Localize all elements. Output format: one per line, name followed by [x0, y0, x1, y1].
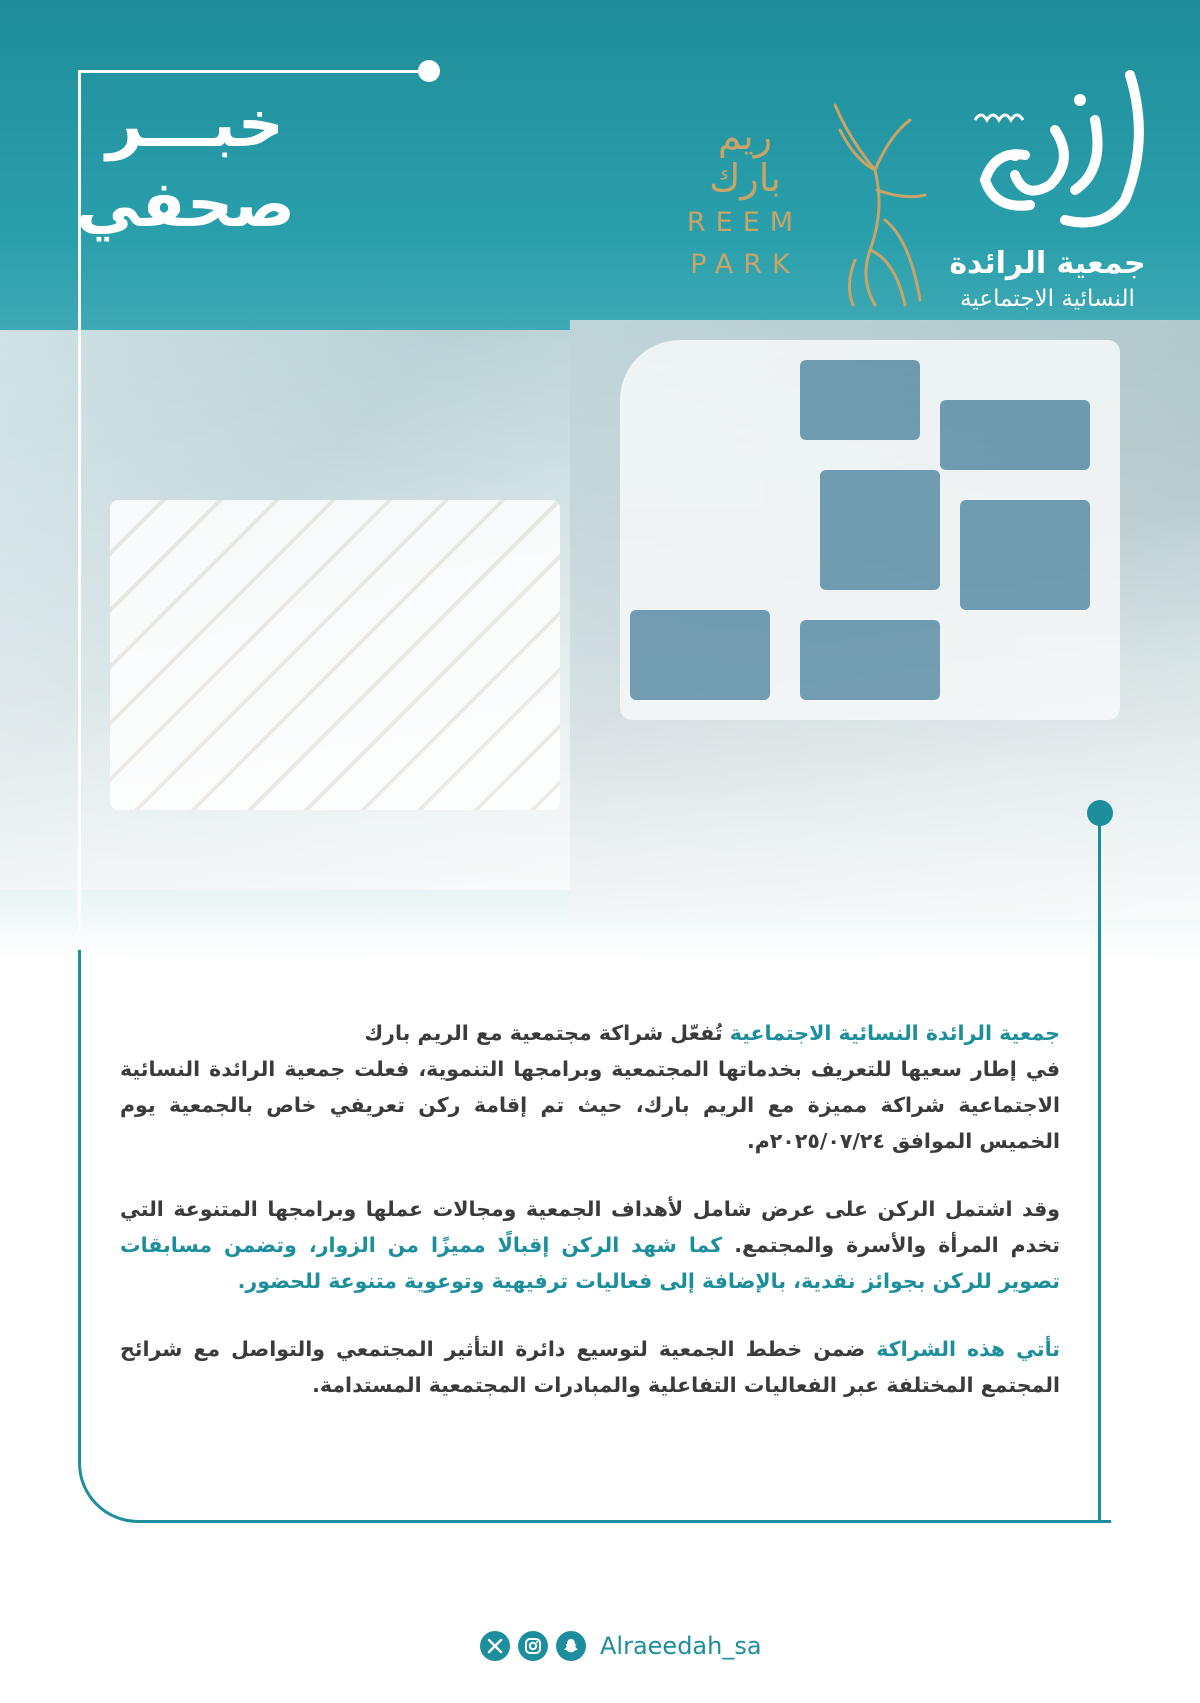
paragraph-2-highlight: كما شهد الركن إقبالًا مميزًا من الزوار، وتضمن مسابقات تصوير للركن بجوائز نقدية، بالإضافة إلى فعاليات ترفيهية وتوعوية متنوعة للحضور.: [120, 1233, 1060, 1293]
press-release-title: [76, 85, 295, 245]
paragraph-2-text: وقد اشتمل الركن على عرض شامل لأهداف الجمعية ومجالات عملها وبرامجها المتنوعة التي تخدم المرأة والأسرة والمجتمع.: [120, 1197, 1060, 1257]
press-title-line2: صحفي: [76, 168, 295, 242]
reem-park-arabic-line2: بارك: [709, 156, 781, 200]
reem-park-logo: [680, 115, 810, 283]
deer-icon: [815, 100, 945, 310]
raeedah-calligraphy-logo: [955, 60, 1165, 240]
article-paragraph-2: [120, 1191, 1060, 1299]
org-name-main: جمعية الرائدة: [949, 246, 1146, 281]
frame-dot-right: [1087, 800, 1113, 826]
social-footer: [480, 1628, 762, 1664]
frame-top-line: [78, 70, 428, 73]
article-headline: [120, 1015, 1060, 1051]
paragraph-3-highlight: تأتي هذه الشراكة: [876, 1337, 1060, 1361]
reem-park-english-line2: PARK: [690, 249, 800, 280]
x-icon[interactable]: [480, 1631, 510, 1661]
frame-dot-top: [418, 60, 440, 82]
headline-highlight: جمعية الرائدة النسائية الاجتماعية: [729, 1021, 1060, 1045]
reem-park-english-line1: REEM: [686, 207, 804, 238]
frame-right-line: [1098, 812, 1101, 1520]
paragraph-3-text: ضمن خطط الجمعية لتوسيع دائرة التأثير المجتمعي والتواصل مع شرائح المجتمع المختلفة عبر الفعاليات التفاعلية والمبادرات المجتمعية المستدامة.: [120, 1337, 1060, 1397]
press-title-line1: خبـــر: [106, 88, 284, 162]
article-paragraph-3: [120, 1331, 1060, 1403]
headline-rest: تُفعّل شراكة مجتمعية مع الريم بارك: [364, 1021, 730, 1045]
reem-park-arabic-line1: ريم: [717, 114, 773, 158]
organization-name: [940, 245, 1155, 315]
instagram-icon[interactable]: [518, 1631, 548, 1661]
snapchat-icon[interactable]: [556, 1631, 586, 1661]
article-paragraph-1: في إطار سعيها للتعريف بخدماتها المجتمعية وبرامجها التنموية، فعلت جمعية الرائدة النسائية الاجتماعية شراكة مميزة مع الريم بارك، حيث تم إقامة ركن تعريفي خاص بالجمعية يوم الخميس الموافق ٢٠٢٥/٠٧/٢٤م.: [120, 1057, 1060, 1153]
social-handle[interactable]: Alraeedah_sa: [600, 1632, 762, 1660]
gift-boxes-image: [110, 500, 560, 810]
booth-banner-image: [620, 340, 1120, 720]
article-body: [120, 1015, 1060, 1435]
org-name-subtitle: النسائية الاجتماعية: [960, 286, 1135, 312]
